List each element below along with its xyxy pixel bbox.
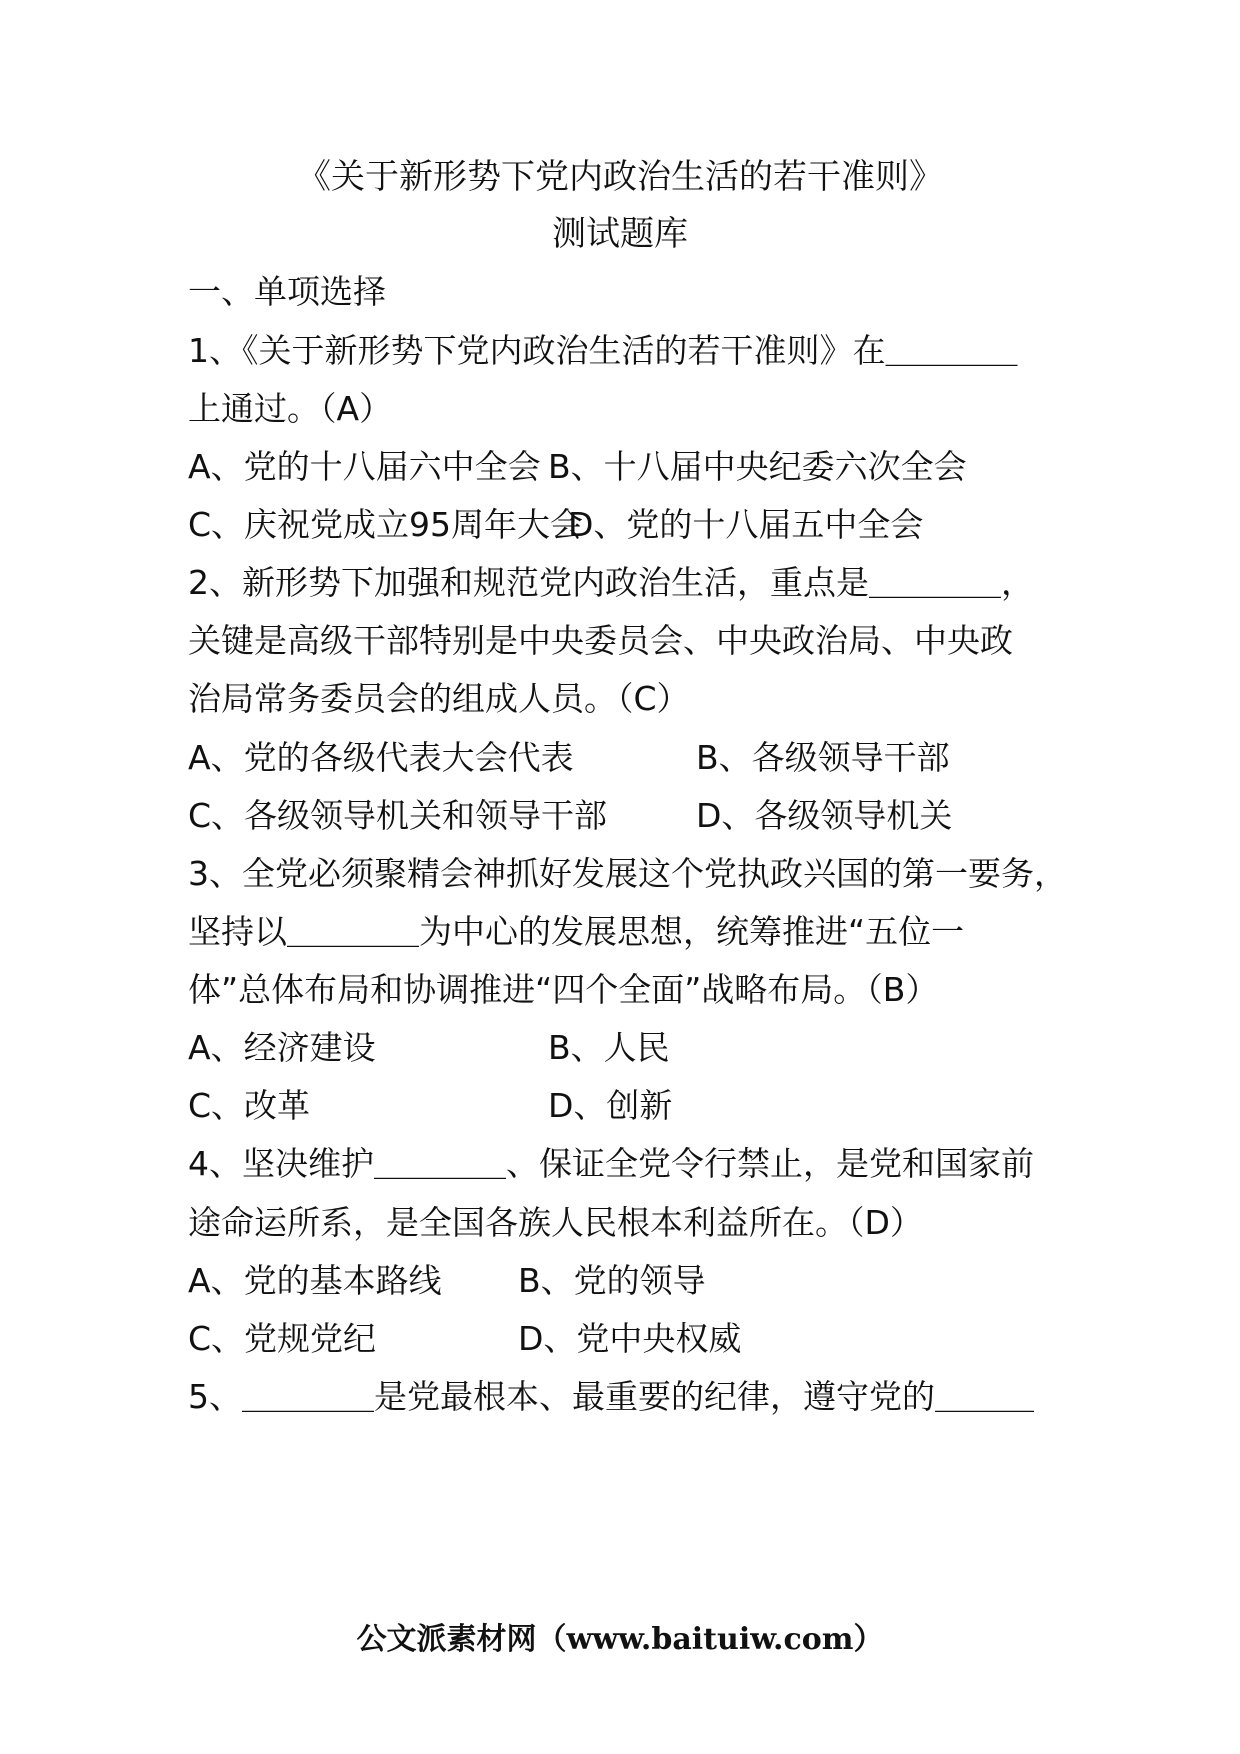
question-1-option-b: B、十八届中央纪委六次全会: [548, 447, 967, 486]
question-3-line-1: 3、全党必须聚精会神抓好发展这个党执政兴国的第一要务，: [188, 854, 1067, 893]
footer-watermark: 公文派素材网（www.baituiw.com）: [356, 1622, 884, 1657]
question-1-option-d: D、党的十八届五中全会: [568, 505, 924, 544]
question-4-line-2: 途命运所系，是全国各族人民根本利益所在。（D）: [188, 1203, 923, 1242]
question-3-option-c: C、改革: [188, 1086, 311, 1125]
section-heading: 一、单项选择: [188, 272, 386, 311]
question-2-line-2: 关键是高级干部特别是中央委员会、中央政治局、中央政: [188, 621, 1013, 660]
question-4-option-a: A、党的基本路线: [188, 1261, 442, 1300]
question-1-line-1: 1、《关于新形势下党内政治生活的若干准则》在＿＿＿＿: [188, 331, 1018, 370]
question-4-option-d: D、党中央权威: [518, 1319, 742, 1358]
question-2-line-3: 治局常务委员会的组成人员。（C）: [188, 679, 690, 718]
question-2-option-a: A、党的各级代表大会代表: [188, 738, 574, 777]
question-1-option-a: A、党的十八届六中全会: [188, 447, 541, 486]
question-3-option-b: B、人民: [548, 1028, 670, 1067]
question-2-option-b: B、各级领导干部: [696, 738, 950, 777]
question-1-line-2: 上通过。（A）: [188, 389, 393, 428]
question-4-line-1: 4、坚决维护＿＿＿＿、保证全党令行禁止，是党和国家前: [188, 1144, 1034, 1183]
question-2-option-d: D、各级领导机关: [696, 796, 953, 835]
document-subtitle: 测试题库: [552, 214, 688, 254]
question-4-option-b: B、党的领导: [518, 1261, 706, 1300]
question-5-line-1: 5、＿＿＿＿是党最根本、最重要的纪律，遵守党的＿＿＿: [188, 1377, 1034, 1416]
question-4-option-c: C、党规党纪: [188, 1319, 377, 1358]
question-1-option-c: C、庆祝党成立95周年大会: [188, 505, 584, 544]
question-3-option-a: A、经济建设: [188, 1028, 376, 1067]
document-title: 《关于新形势下党内政治生活的若干准则》: [297, 157, 943, 197]
question-3-line-3: 体”总体布局和协调推进“四个全面”战略布局。（B）: [188, 970, 939, 1009]
question-2-line-1: 2、新形势下加强和规范党内政治生活，重点是＿＿＿＿，: [188, 563, 1034, 602]
question-2-option-c: C、各级领导机关和领导干部: [188, 796, 608, 835]
question-3-option-d: D、创新: [548, 1086, 673, 1125]
question-3-line-2: 坚持以＿＿＿＿为中心的发展思想，统筹推进“五位一: [188, 912, 965, 951]
